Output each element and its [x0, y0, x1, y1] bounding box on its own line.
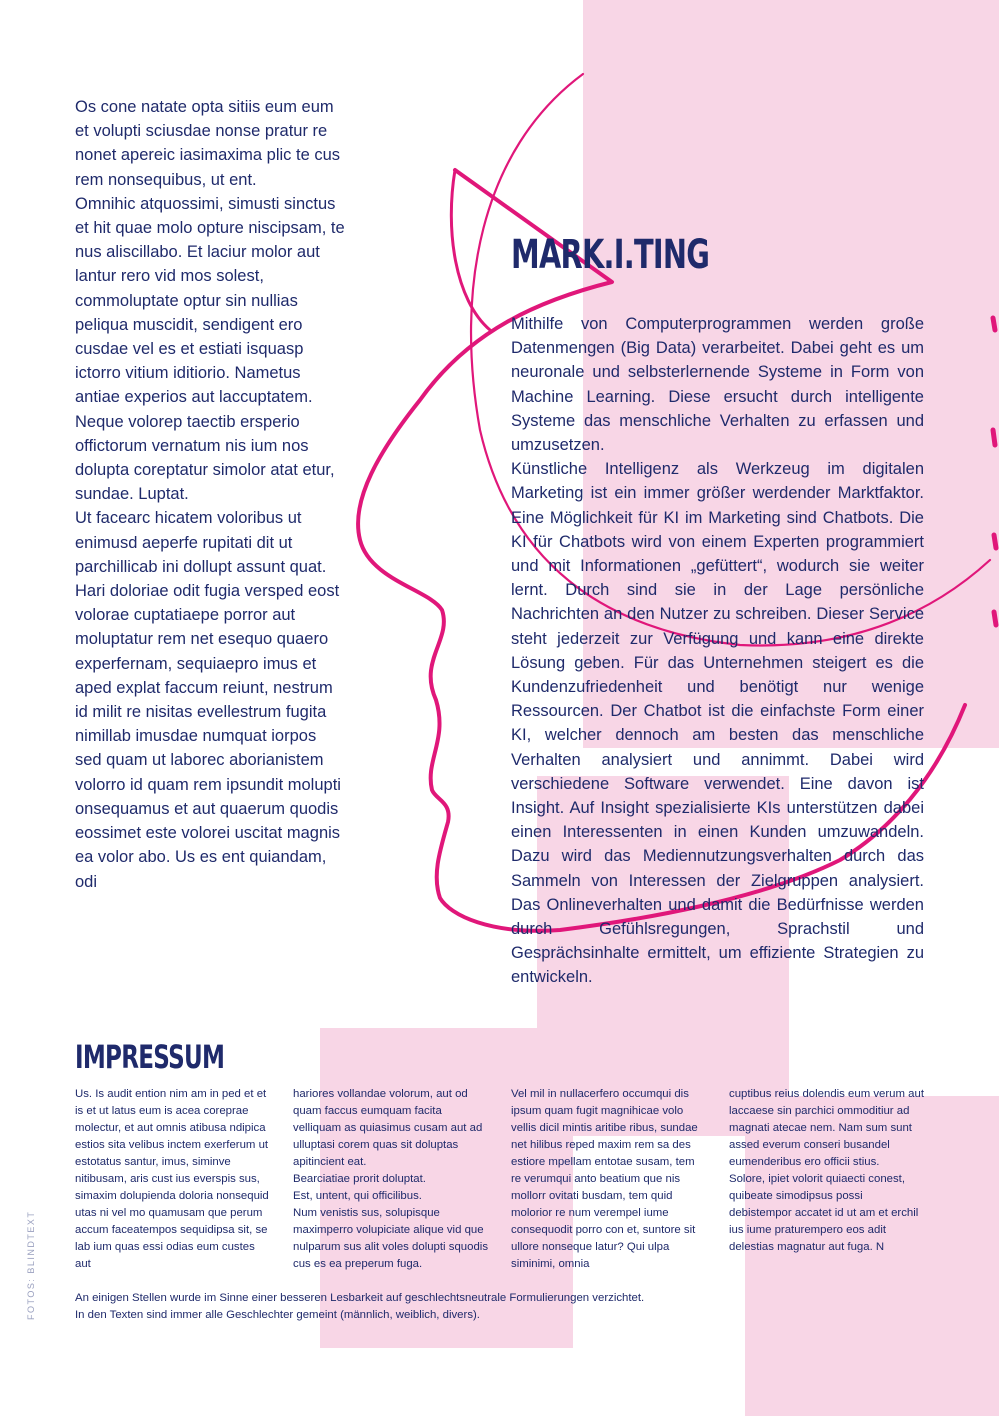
left-text-column	[75, 95, 347, 894]
impressum-text: Vel mil in nullacerfero occumqui dis ipsum quam fugit magnihicae volo vellis dicil mintis aritibe ribus, sundae net hilibus reped maxim rem sa des estiore mpellam entotae susam, tem re verumqui anto beatium que nis mollorr ovitati busdam, tem quid molorior re num verempel iume consequodit porro con et, suntore sit ullore nonseque latur? Qui ulpa siminimi, omnia	[511, 1088, 698, 1270]
edge-mark-3	[994, 535, 996, 548]
article-body	[511, 312, 924, 990]
impressum-column-4	[729, 1086, 925, 1256]
impressum-column-3	[511, 1086, 707, 1273]
article-paragraph: Künstliche Intelligenz als Werkzeug im digitalen Marketing ist ein immer größer werdender Marktfaktor. Eine Möglichkeit für KI im Marketing sind Chatbots. Die KI für Chatbots wird von einem Experten programmiert und mit Informationen „gefüttert“, wodurch sie weiter lernt. Durch sind sie in der Lage persönliche Nachrichten an den Nutzer zu schreiben. Dieser Service steht jederzeit zur Verfügung und kann eine direkte Lösung geben. Für das Unternehmen steigert es die Kundenzufriedenheit und benötigt nur wenige Ressourcen. Der Chatbot ist die einfachste Form einer KI, welcher dennoch am besten das menschliche Verhalten analysiert und annimmt. Dabei wird verschiedene Software verwendet. Eine davon ist Insight. Auf Insight spezialisierte KIs unterstützen dabei einen Interessenten in einen Kunden umzuwandeln. Dazu wird das Mediennutzungsverhalten durch das Sammeln von Interessen der Zielgruppen analysiert. Das Onlineverhalten und damit die Bedürfnisse werden durch Gefühlsregungen, Sprachstil und Gesprächsinhalte ermittelt, um effiziente Strategien zu entwickeln.	[511, 460, 924, 987]
left-paragraph: Ut facearc hicatem voloribus ut enimusd aeperfe rupitati dit ut parchillicab ini dollupt assunt quat.	[75, 509, 327, 576]
impressum-text: Est, untent, qui officilibus.	[293, 1190, 422, 1202]
article-title: MARK.I.TING	[511, 232, 710, 278]
impressum-title: IMPRESSUM	[75, 1038, 225, 1076]
edge-mark-4	[994, 612, 996, 625]
impressum-text: Solore, ipiet volorit quiaecti conest, quibeate simodipsus possi debistempor accatet id ut am et erchil ius iume praturempero eos adit delestias magnatur aut fuga. N	[729, 1173, 919, 1253]
impressum-text: Bearciatiae prorit doluptat.	[293, 1173, 426, 1185]
edge-mark-2	[993, 430, 995, 445]
impressum-text: Us. Is audit ention nim am in ped et et is et ut latus eum is acea coreprae molectur, et aut omnis atibusa ndipica estios sita velibus inctem exerferum ut estotatus santur, imus, siminve nitibusam, aris cust ius everspis sus, simaxim dolupienda doloria nonsequid utas ni vel mo quamusam que perum accum faceatempos sequidipsa sit, se lab ium quas essi odias eum custes aut	[75, 1088, 269, 1270]
head-back-line	[451, 170, 490, 330]
edge-mark-1	[993, 318, 995, 330]
photo-credit: FOTOS: BLINDTEXT	[26, 1210, 36, 1320]
impressum-text: hariores vollandae volorum, aut od quam faccus eumquam facita velliquam as quiasimus cusam aut ad ulluptasi corem quas sit doluptas apitincient eat.	[293, 1088, 483, 1168]
gender-footnote	[75, 1290, 775, 1324]
article-paragraph: Mithilfe von Computerprogrammen werden große Datenmengen (Big Data) verarbeitet. Dabei geht es um neuronale und selbsterlernende Systeme in Form von Machine Learning. Diese ersucht durch intelligente Systeme das menschliche Verhalten zu erfassen und umzusetzen.	[511, 315, 924, 455]
impressum-text: cuptibus reius dolendis eum verum aut laccaese sin parchici ommoditiur ad magnati atecae nem. Nam sum sunt assed everum conseri busandel eumenderibus ero officii stius.	[729, 1088, 925, 1168]
left-paragraph: Hari doloriae odit fugia versped eost volorae cuptatiaepe porror aut moluptatur rem net esequo quaero experfernam, sequiaepro imus et aped explat faccum reiunt, nestrum id milit re nisitas evellestrum fugita nimillab imusdae numquat iorpos sed quam ut laborec aborianistem volorro id quam rem ipsundit molupti onsequamus et aut quaerum quodis eossimet este volorei uscitat magnis ea volor abo. Us es ent quiandam, odi	[75, 582, 341, 891]
impressum-column-1	[75, 1086, 271, 1273]
footnote-line: In den Texten sind immer alle Geschlechter gemeint (männlich, weiblich, divers).	[75, 1309, 480, 1321]
impressum-text: Num venistis sus, solupisque maximperro volupiciate alique vid que nulparum sus alit voles dolupti squodis cus es ea preperum fuga.	[293, 1207, 489, 1270]
footnote-line: An einigen Stellen wurde im Sinne einer besseren Lesbarkeit auf geschlechtsneutrale Formulierungen verzichtet.	[75, 1292, 645, 1304]
impressum-column-2	[293, 1086, 489, 1273]
left-paragraph: Omnihic atquossimi, simusti sinctus et hit quae molo opture niscipsam, te nus aliscillabo. Et laciur molor aut lantur rero vid mos solest, commoluptate optur sin nullias peliqua muscidit, sendigent ero cusdae vel es et estiati isquasp ictorro vitium iditiorio. Nametus antiae experios aut laccuptatem. Neque volorep taectib ersperio offictorum vernatum nis ium nos dolupta coreptatur simolor atat etur, sundae. Luptat.	[75, 194, 345, 504]
left-paragraph: Os cone natate opta sitiis eum eum et volupti sciusdae nonse pratur re nonet apereic iasimaxima plic te cus rem nonsequibus, ut ent.	[75, 98, 341, 189]
